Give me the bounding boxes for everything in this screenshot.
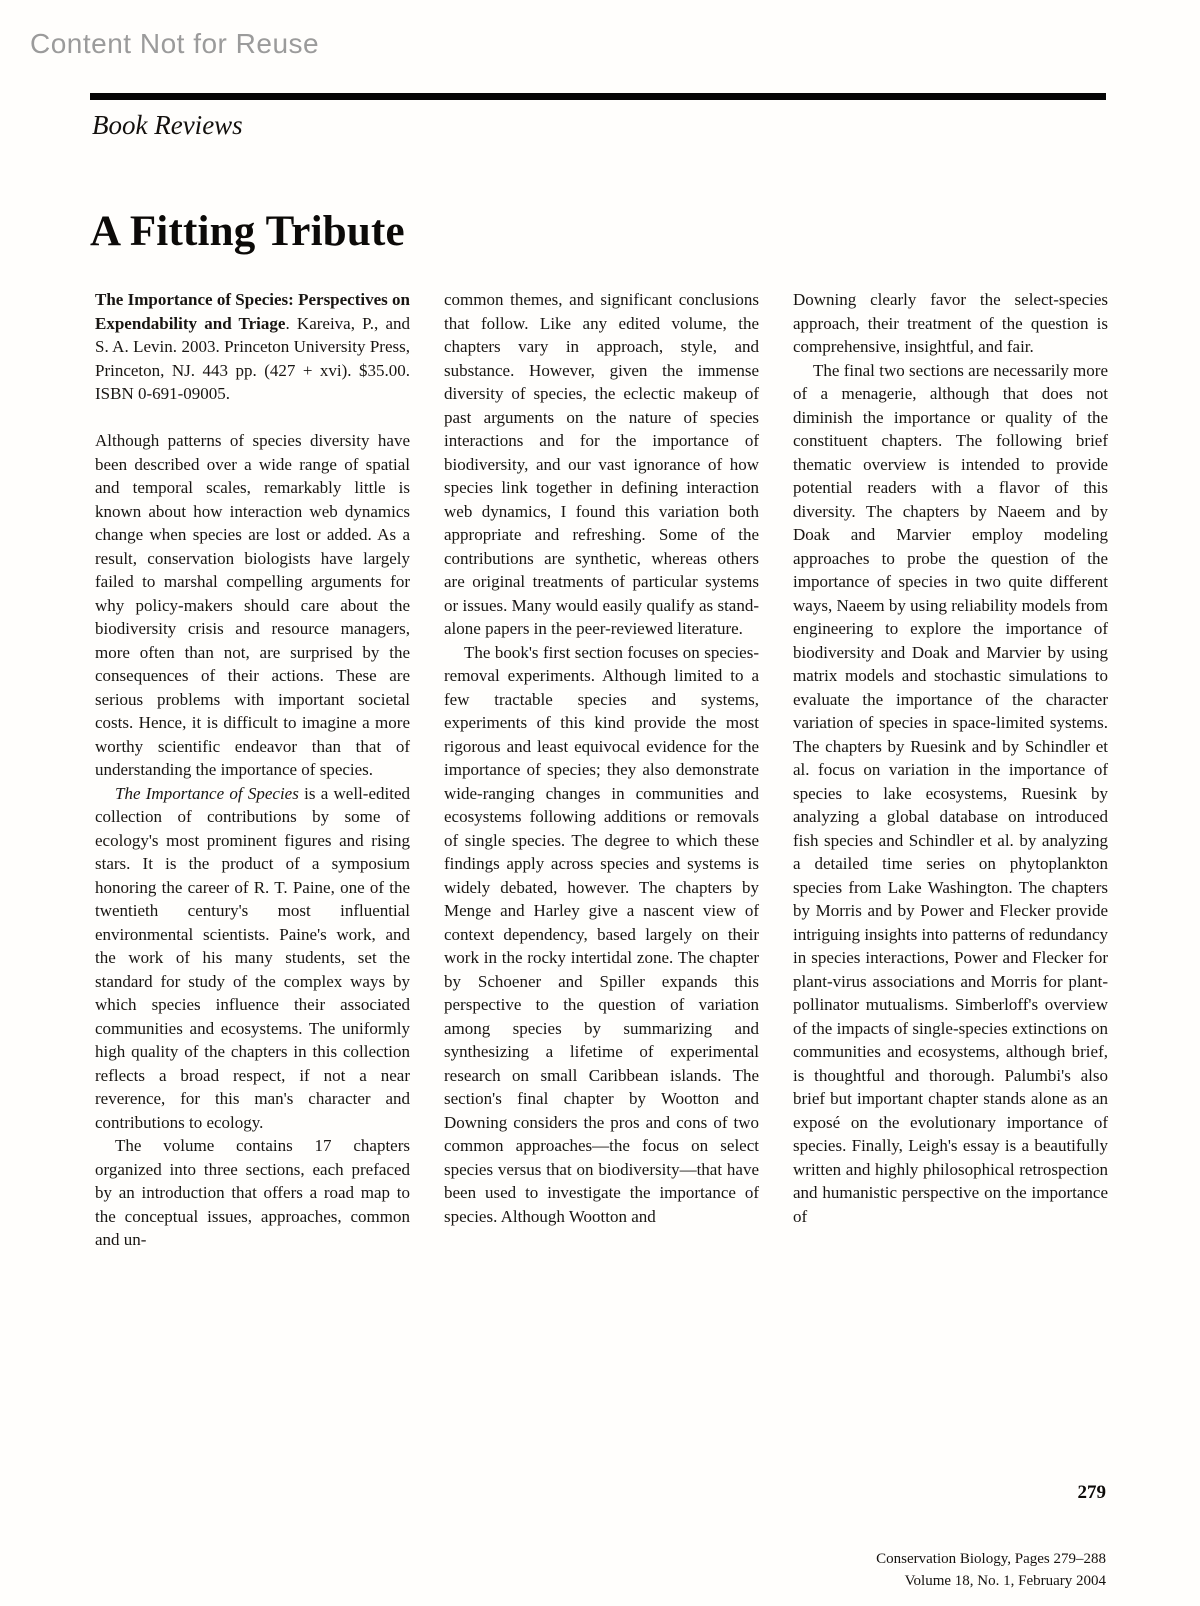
page-number: 279	[1077, 1482, 1106, 1503]
section-label: Book Reviews	[92, 110, 243, 140]
book-title-italic: The Importance of Species	[115, 783, 299, 803]
paragraph: Downing clearly favor the select-species approach, their treatment of the question is comprehensive, insightful, and fair.	[793, 290, 1108, 356]
footer-journal-line: Conservation Biology, Pages 279–288	[876, 1551, 1106, 1567]
paragraph: The volume contains 17 chapters organized into three sections, each prefaced by an introduction that offers a road map to the conceptual issues, approaches, common and un-	[95, 1136, 410, 1249]
paragraph: common themes, and significant conclusions that follow. Like any edited volume, the chapters vary in approach, style, and substance. However, given the immense diversity of species, the eclectic makeup of past arguments on the nature of species interactions and for the importance of biodiversity, and our vast ignorance of how species link together in defining interaction web dynamics, I found this variation both appropriate and refreshing. Some of the contributions are synthetic, whereas others are original treatments of particular systems or issues. Many would easily qualify as stand-alone papers in the peer-reviewed literature.	[444, 290, 759, 638]
paragraph: The book's first section focuses on species-removal experiments. Although limited to a few tractable species and systems, experiments of this kind provide the most rigorous and least equivocal evidence for the importance of species; they also demonstrate wide-ranging changes in communities and ecosystems following additions or removals of single species. The degree to which these findings apply across species and systems is widely debated, however. The chapters by Menge and Harley give a nascent view of context dependency, based largely on their work in the rocky intertidal zone. The chapter by Schoener and Spiller expands this perspective to the question of variation among species by summarizing and synthesizing a lifetime of experimental research on small Caribbean islands. The section's final chapter by Wootton and Downing considers the pros and cons of two common approaches—the focus on select species versus that on biodiversity—that have been used to investigate the importance of species. Although Wootton and	[444, 642, 759, 1226]
paragraph	[95, 782, 410, 1135]
book-citation	[95, 288, 410, 406]
paragraph: The final two sections are necessarily more of a menagerie, although that does not diminish the importance or quality of the constituent chapters. The following brief thematic overview is intended to provide potential readers with a flavor of this diversity. The chapters by Naeem and by Doak and Marvier employ modeling approaches to probe the question of the importance of species in two quite different ways, Naeem by using reliability models from engineering to explore the importance of biodiversity and Doak and Marvier by using matrix models and stochastic simulations to evaluate the importance of the character variation of species in space-limited systems. The chapters by Ruesink and by Schindler et al. focus on variation in the importance of species to lake ecosystems, Ruesink by analyzing a global database on introduced fish species and Schindler et al. by analyzing a detailed time series on phytoplankton species from Lake Washington. The chapters by Morris and by Power and Flecker provide intriguing insights into patterns of redundancy in species interactions, Power and Flecker for plant-virus associations and Morris for plant-pollinator mutualisms. Simberloff's overview of the impacts of single-species extinctions on communities and ecosystems, although brief, is thoughtful and thorough. Palumbi's also brief but important chapter stands alone as an exposé on the evolutionary importance of species. Finally, Leigh's essay is a beautifully written and highly philosophical retrospection and humanistic perspective on the importance of	[793, 360, 1108, 1226]
section-divider-rule	[90, 93, 1106, 100]
paragraph-text: is a well-edited collection of contributions by some of ecology's most prominent figures and rising stars. It is the product of a symposium honoring the career of R. T. Paine, one of the twentieth century's most influential environmental scientists. Paine's work, and the work of his many students, set the standard for study of the complex ways by which species influence their associated communities and ecosystems. The uniformly high quality of the chapters in this collection reflects a broad respect, if not a near reverence, for this man's character and contributions to ecology.	[95, 783, 410, 1132]
footer-volume-line: Volume 18, No. 1, February 2004	[904, 1573, 1106, 1589]
column-3	[793, 288, 1108, 1252]
watermark-text: Content Not for Reuse	[30, 28, 320, 59]
journal-footer	[876, 1548, 1106, 1592]
paragraph: Although patterns of species diversity have been described over a wide range of spatial and temporal scales, remarkably little is known about how interaction web dynamics change when species are lost or added. As a result, conservation biologists have largely failed to marshal compelling arguments for why policy-makers should care about the biodiversity crisis and resource managers, more often than not, are surprised by the consequences of their actions. These are serious problems with important societal costs. Hence, it is difficult to imagine a more worthy scientific endeavor than that of understanding the importance of species.	[95, 431, 410, 779]
column-1	[95, 288, 410, 1252]
article-body	[95, 288, 1107, 1252]
column-2	[444, 288, 759, 1252]
article-title: A Fitting Tribute	[90, 207, 405, 255]
book-citation-title: The Importance of Species: Perspectives on Expendability and Triage	[95, 290, 410, 333]
book-citation-details: . Kareiva, P., and S. A. Levin. 2003. Princeton University Press, Princeton, NJ. 443 pp. (427 + xvi). $35.00. ISBN 0-691-09005.	[95, 313, 410, 403]
